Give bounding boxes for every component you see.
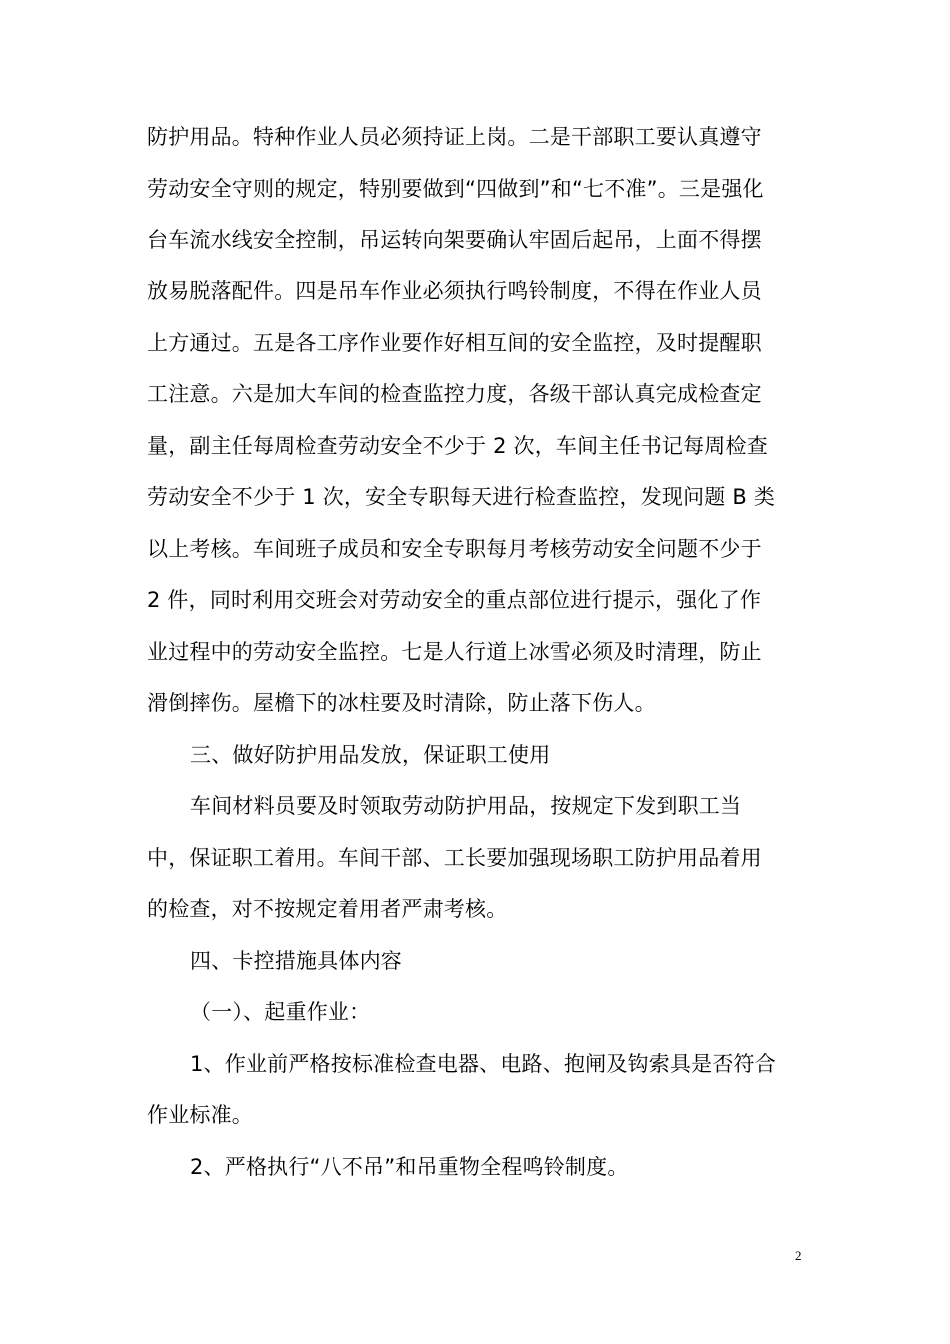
text-line-16: 的检查，对不按规定着用者严肃考核。 — [147, 897, 508, 921]
page-number: 2 — [795, 1248, 802, 1263]
list-item-1-continued: 作业标准。 — [147, 1103, 253, 1127]
section-heading-4: 四、卡控措施具体内容 — [190, 949, 402, 973]
text-line-14: 车间材料员要及时领取劳动防护用品，按规定下发到职工当 — [190, 794, 742, 818]
list-item-1: 1、作业前严格按标准检查电器、电路、抱闸及钩索具是否符合 — [190, 1052, 776, 1076]
text-line-12: 滑倒摔伤。屋檐下的冰柱要及时清除，防止落下伤人。 — [147, 691, 656, 715]
text-line-6: 工注意。六是加大车间的检查监控力度，各级干部认真完成检查定 — [147, 382, 762, 406]
text-line-2: 劳动安全守则的规定，特别要做到“四做到”和“七不准”。三是强化 — [147, 177, 764, 201]
text-line-1: 防护用品。特种作业人员必须持证上岗。二是干部职工要认真遵守 — [147, 125, 762, 149]
text-line-5: 上方通过。五是各工序作业要作好相互间的安全监控，及时提醒职 — [147, 331, 762, 355]
text-line-15: 中，保证职工着用。车间干部、工长要加强现场职工防护用品着用 — [147, 846, 762, 870]
text-line-4: 放易脱落配件。四是吊车作业必须执行鸣铃制度，不得在作业人员 — [147, 279, 762, 303]
list-item-2: 2、严格执行“八不吊”和吊重物全程鸣铃制度。 — [190, 1155, 629, 1179]
text-line-10: 2 件，同时利用交班会对劳动安全的重点部位进行提示，强化了作 — [147, 588, 762, 612]
text-line-8: 劳动安全不少于 1 次，安全专职每天进行检查监控，发现问题 B 类 — [147, 485, 776, 509]
text-line-9: 以上考核。车间班子成员和安全专职每月考核劳动安全问题不少于 — [147, 537, 762, 561]
section-heading-3: 三、做好防护用品发放，保证职工使用 — [190, 743, 551, 767]
text-line-3: 台车流水线安全控制，吊运转向架要确认牢固后起吊，上面不得摆 — [147, 228, 762, 252]
text-line-7: 量，副主任每周检查劳动安全不少于 2 次，车间主任书记每周检查 — [147, 434, 768, 458]
text-line-11: 业过程中的劳动安全监控。七是人行道上冰雪必须及时清理，防止 — [147, 640, 762, 664]
subsection-heading-1: （一）、起重作业： — [190, 1000, 371, 1024]
